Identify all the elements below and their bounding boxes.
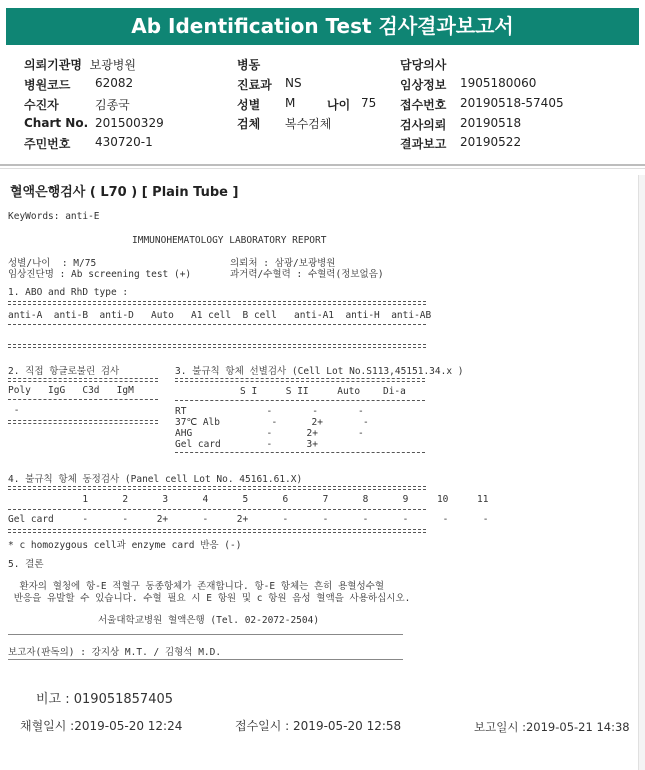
header-request-date-value: 20190518 [460, 116, 522, 130]
panel-rule-bottom [8, 529, 426, 530]
header-receipt-no: 접수번호 [400, 98, 447, 112]
header-divider-thin [0, 168, 645, 169]
dat-title: 2. 직접 항글로불린 검사 [8, 366, 120, 377]
conclusion-title: 5. 결론 [8, 559, 44, 570]
screen-rule-bottom [175, 452, 425, 453]
screen-rule-top2 [175, 381, 425, 382]
lab-report-title: IMMUNOHEMATOLOGY LABORATORY REPORT [132, 235, 327, 246]
abo-headers: anti-A anti-B anti-D Auto A1 cell B cell anti-A1 anti-H anti-AB [8, 310, 432, 321]
panel-rule-top [8, 486, 426, 487]
header-hospital-code: 병원코드 [24, 78, 71, 92]
abo-rule-top2 [8, 304, 426, 305]
header-report-date: 결과보고 [400, 137, 447, 151]
screen-row-alb: 37℃ Alb - 2+ - [175, 417, 369, 428]
header-patient-value: 김종국 [95, 98, 130, 112]
header-doctor: 담당의사 [400, 58, 447, 72]
reporter-rule-bottom [8, 659, 403, 660]
footer-reported-time: 보고일시 :2019-05-21 14:38 [474, 720, 630, 734]
sex-age: 성별/나이 : M/75 [8, 258, 97, 269]
header-clinical-info: 임상정보 [400, 78, 447, 92]
abo-rule-top [8, 301, 426, 302]
requester: 의뢰처 : 삼광/보광병원 [230, 258, 336, 269]
header-patient: 수진자 [24, 98, 59, 112]
panel-title: 4. 불규칙 항체 동정검사 (Panel cell Lot No. 45161.61.X) [8, 474, 303, 485]
conclusion-line-2: 반응을 유발할 수 있습니다. 수혈 필요 시 E 항원 및 c 항원 음성 혈액을 사용하십시오. [8, 593, 411, 604]
header-request-date: 검사의뢰 [400, 118, 447, 132]
header-hospital-code-value: 62082 [95, 76, 134, 90]
header-specimen-value: 복수검체 [285, 117, 332, 131]
dat-rule-top [8, 378, 158, 379]
conclusion-line-1: 환자의 혈청에 항-E 적혈구 동종항체가 존재합니다. 항-E 항체는 흔히 용혈성수혈 [8, 581, 384, 592]
dat-rule-bottom2 [8, 423, 158, 424]
hospital-contact: 서울대학교병원 혈액은행 (Tel. 02-2072-2504) [98, 615, 320, 626]
reporter: 보고자(판독의) : 강지상 M.T. / 김형석 M.D. [8, 647, 222, 658]
section-title: 혈액은행검사 ( L70 ) [ Plain Tube ] [10, 185, 239, 200]
dat-rule-mid [8, 399, 158, 400]
header-sex-value: M [285, 96, 296, 110]
report-title-banner: Ab Identification Test 검사결과보고서 [6, 8, 639, 45]
header-age-value: 75 [361, 96, 377, 110]
panel-rule-top2 [8, 489, 426, 490]
abo-rule-mid [8, 324, 426, 325]
screen-headers: S I S II Auto Di-a [240, 386, 406, 397]
header-chart-no-value: 201500329 [95, 116, 164, 130]
header-resident-no-value: 430720-1 [95, 135, 153, 149]
abo-title: 1. ABO and RhD type : [8, 287, 129, 298]
dat-rule-top2 [8, 381, 158, 382]
header-clinical-info-value: 1905180060 [460, 76, 537, 90]
header-specimen: 검체 [237, 117, 261, 131]
transfusion-history: 과거력/수혈력 : 수혈력(정보없음) [230, 269, 384, 280]
header-divider [0, 164, 645, 166]
scrollbar[interactable] [638, 175, 645, 770]
footer-drawn-time: 채혈일시 :2019-05-20 12:24 [20, 719, 183, 733]
screen-row-rt: RT - - - [175, 406, 364, 417]
header-resident-no: 주민번호 [24, 137, 71, 151]
keywords: KeyWords: anti-E [8, 211, 100, 222]
dat-values: - [8, 405, 20, 416]
panel-note: * c homozygous cell과 enzyme card 반응 (-) [8, 540, 242, 551]
footer-note: 비고 : 019051857405 [36, 692, 174, 707]
dat-headers: Poly IgG C3d IgM [8, 385, 134, 396]
header-age: 나이 [327, 98, 351, 112]
reporter-rule-top [8, 634, 403, 635]
panel-headers: 1 2 3 4 5 6 7 8 9 10 11 [8, 494, 489, 505]
header-hospital-name: 의뢰기관명 보광병원 [24, 58, 136, 72]
screen-rule-mid [175, 400, 425, 401]
panel-rule-bottom2 [8, 532, 426, 533]
screen-rule-top [175, 378, 425, 379]
header-department: 진료과 [237, 78, 272, 92]
screen-title: 3. 불규칙 항체 선별검사 (Cell Lot No.S113,45151.34.x ) [175, 366, 464, 377]
dat-rule-bottom [8, 420, 158, 421]
abo-rule-bottom2 [8, 347, 426, 348]
panel-rule-mid [8, 509, 426, 510]
abo-rule-bottom [8, 344, 426, 345]
header-receipt-no-value: 20190518-57405 [460, 96, 564, 110]
diagnosis: 임상진단명 : Ab screening test (+) [8, 269, 192, 280]
panel-gel-row: Gel card - - 2+ - 2+ - - - - - - [8, 514, 489, 525]
header-sex: 성별 [237, 98, 261, 112]
screen-row-gel: Gel card - 3+ [175, 439, 318, 450]
footer-received-time: 접수일시 : 2019-05-20 12:58 [235, 719, 402, 733]
header-chart-no: Chart No. [24, 116, 89, 130]
header-report-date-value: 20190522 [460, 135, 522, 149]
header-ward: 병동 [237, 58, 261, 72]
screen-row-ahg: AHG - 2+ - [175, 428, 364, 439]
header-department-value: NS [285, 76, 302, 90]
